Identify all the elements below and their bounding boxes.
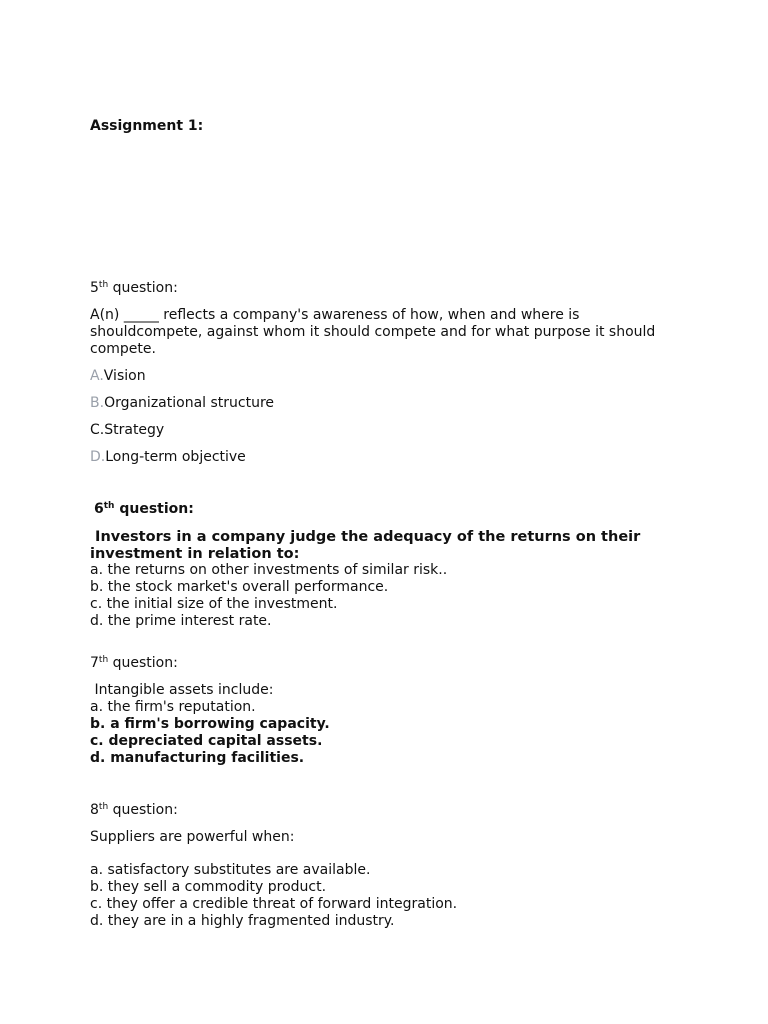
q5-option-d-text: Long-term objective — [105, 449, 246, 465]
q6-option-c: c. the initial size of the investment. — [90, 596, 338, 612]
q5-text: A(n) _____ reflects a company's awareness of how, when and where is shouldcompete, against whom it should compete and for what purpose it should compete. — [90, 307, 656, 357]
q5-option-c — [90, 422, 678, 439]
q8-options — [90, 862, 678, 930]
q5-option-b-letter: B. — [90, 395, 105, 411]
q6-option-b: b. the stock market's overall performance. — [90, 579, 389, 595]
q8-label: question: — [108, 802, 178, 818]
q8-option-d: d. they are in a highly fragmented industry. — [90, 913, 395, 929]
q7-option-b: b. a firm's borrowing capacity. — [90, 716, 330, 732]
q6-option-a: a. the returns on other investments of similar risk.. — [90, 562, 448, 578]
q5-option-c-text: Strategy — [104, 422, 165, 438]
q5-heading — [90, 280, 678, 297]
q7-number: 7 — [90, 655, 99, 671]
q8-option-b: b. they sell a commodity product. — [90, 879, 327, 895]
q5-option-b — [90, 395, 678, 412]
q6-suffix: th — [103, 501, 115, 511]
q7-option-a: a. the firm's reputation. — [90, 699, 256, 715]
q7-option-c: c. depreciated capital assets. — [90, 733, 323, 749]
q5-option-c-letter: C. — [90, 422, 105, 438]
q7-option-d: d. manufacturing facilities. — [90, 750, 305, 766]
q6-options — [90, 562, 678, 630]
q6-label: question: — [114, 501, 194, 517]
page-title: Assignment 1: — [90, 118, 204, 134]
q8-option-c: c. they offer a credible threat of forward integration. — [90, 896, 458, 912]
q7-block — [90, 682, 678, 767]
q7-heading — [90, 655, 678, 672]
q5-option-d-letter: D. — [90, 449, 106, 465]
q7-stem: Intangible assets include: — [90, 682, 274, 698]
q5-option-a-letter: A. — [90, 368, 104, 384]
q5-number: 5 — [90, 280, 99, 296]
q7-label: question: — [108, 655, 178, 671]
q6-number: 6 — [94, 501, 104, 517]
q8-stem: Suppliers are powerful when: — [90, 829, 295, 845]
q5-option-a-text: Vision — [103, 368, 146, 384]
q7-suffix: th — [98, 655, 109, 665]
q8-option-a: a. satisfactory substitutes are available. — [90, 862, 371, 878]
q6-stem — [90, 529, 678, 563]
q8-number: 8 — [90, 802, 99, 818]
q5-option-a — [90, 368, 678, 385]
q5-suffix: th — [98, 280, 109, 290]
q6-stem-line-1: Investors in a company judge the adequacy of the returns on their — [90, 529, 641, 545]
q8-suffix: th — [98, 802, 109, 812]
q8-heading — [90, 802, 678, 819]
q5-label: question: — [108, 280, 178, 296]
q5-option-b-text: Organizational structure — [104, 395, 275, 411]
q6-heading — [94, 501, 678, 518]
q6-stem-line-2: investment in relation to: — [90, 546, 300, 562]
q5-option-d — [90, 449, 678, 466]
q6-option-d: d. the prime interest rate. — [90, 613, 272, 629]
